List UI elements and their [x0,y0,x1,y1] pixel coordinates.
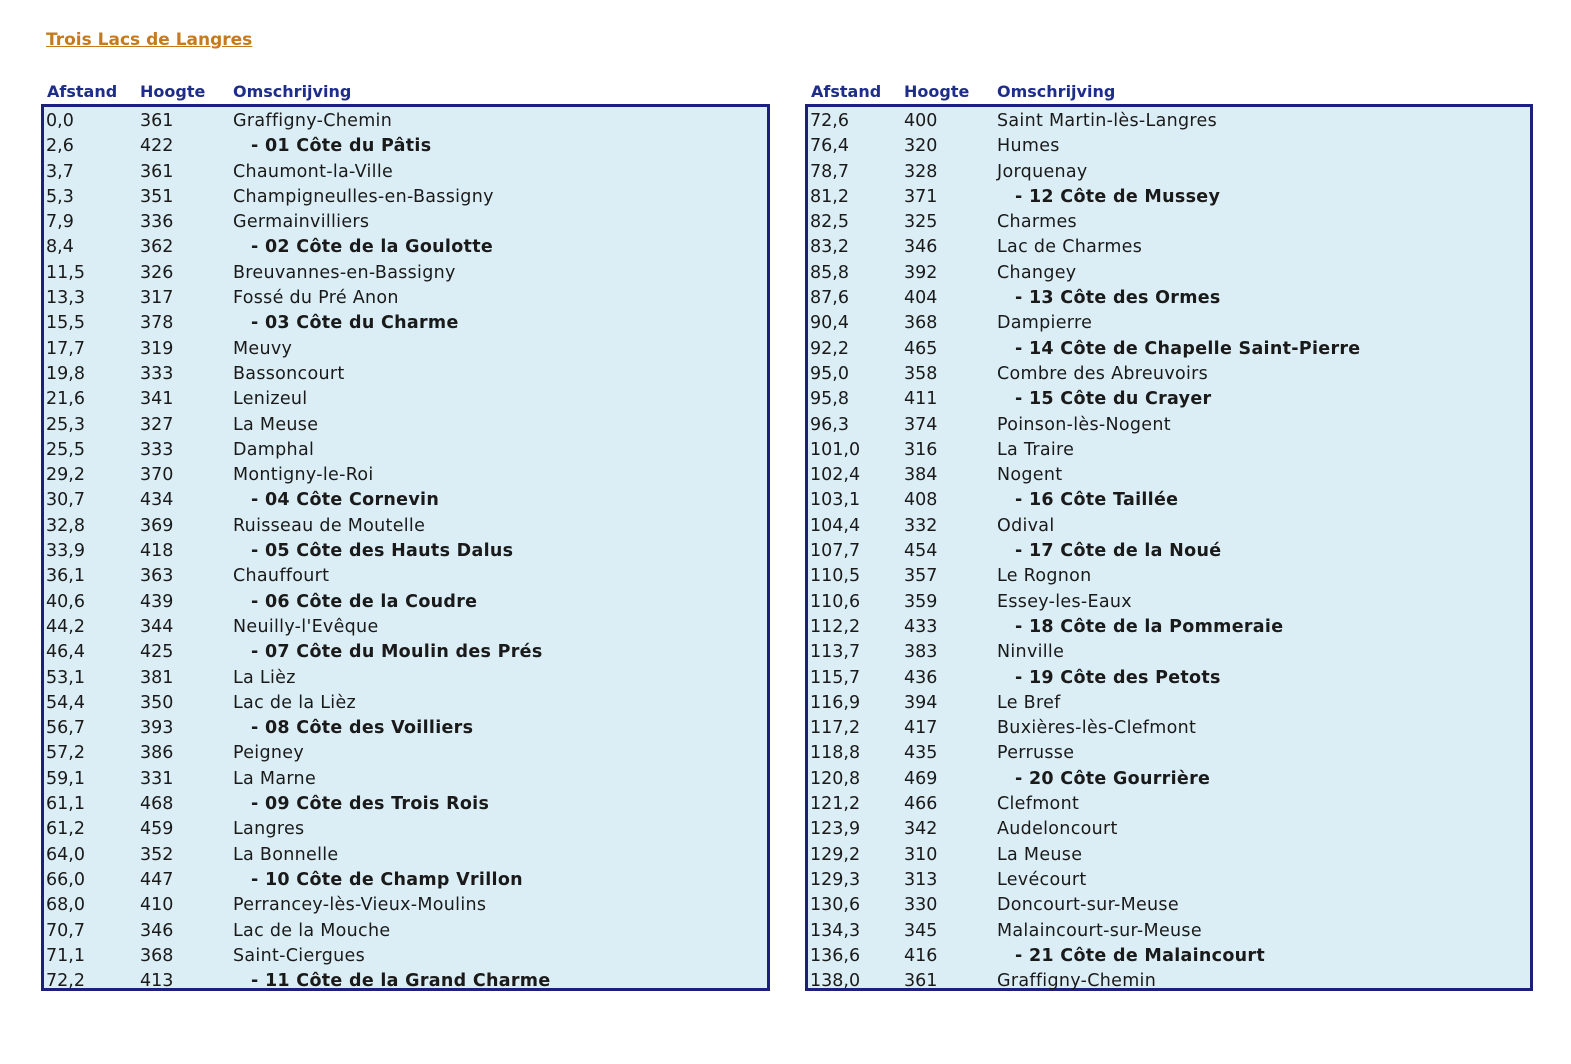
table-row [808,919,1530,944]
cell-afstand: 116,9 [810,692,861,713]
table-row [808,716,1530,741]
cell-hoogte: 328 [904,161,938,182]
cell-hoogte: 350 [140,692,174,713]
cell-omschrijving: Odival [997,515,1055,536]
cell-afstand: 118,8 [810,743,861,764]
cell-omschrijving: Peigney [233,743,304,764]
cell-omschrijving: Graffigny-Chemin [997,971,1157,992]
table-row [44,640,767,665]
table-row [808,590,1530,615]
cell-hoogte: 434 [140,490,174,511]
cell-afstand: 134,3 [810,920,861,941]
table-body [41,104,770,991]
cell-omschrijving: - 13 Côte des Ormes [1015,288,1221,309]
table-row [44,362,767,387]
page-title: Trois Lacs de Langres [46,30,253,50]
cell-hoogte: 342 [904,819,938,840]
table-row [808,185,1530,210]
cell-afstand: 68,0 [46,895,85,916]
cell-hoogte: 317 [140,288,174,309]
cell-afstand: 130,6 [810,895,861,916]
cell-hoogte: 469 [904,768,938,789]
cell-afstand: 76,4 [810,136,849,157]
cell-afstand: 0,0 [46,111,74,131]
cell-hoogte: 368 [904,313,938,334]
cell-omschrijving: Langres [233,819,305,840]
table-row [44,666,767,691]
cell-omschrijving: Lac de la Mouche [233,920,391,941]
cell-afstand: 123,9 [810,819,861,840]
cell-afstand: 90,4 [810,313,849,334]
cell-omschrijving: Doncourt-sur-Meuse [997,895,1179,916]
table-row [44,868,767,893]
header-omschrijving: Omschrijving [233,82,352,101]
cell-omschrijving: Ninville [997,642,1065,663]
table-row [44,969,767,994]
cell-hoogte: 333 [140,439,174,460]
cell-omschrijving: Clefmont [997,794,1080,815]
cell-omschrijving: Bassoncourt [233,363,345,384]
cell-omschrijving: - 08 Côte des Voilliers [251,718,474,739]
table-row [44,817,767,842]
cell-afstand: 72,2 [46,971,85,992]
cell-omschrijving: Chauffourt [233,566,330,587]
table-row [808,235,1530,260]
cell-afstand: 21,6 [46,389,85,410]
table-row [44,311,767,336]
cell-omschrijving: - 04 Côte Cornevin [251,490,440,511]
cell-omschrijving: - 17 Côte de la Noué [1015,541,1222,562]
table-row [44,944,767,969]
cell-afstand: 96,3 [810,414,849,435]
cell-afstand: 138,0 [810,971,861,992]
cell-afstand: 66,0 [46,869,85,890]
cell-omschrijving: Damphal [233,439,315,460]
cell-afstand: 7,9 [46,212,74,233]
cell-afstand: 13,3 [46,288,85,309]
cell-afstand: 78,7 [810,161,849,182]
table-row [808,210,1530,235]
cell-afstand: 71,1 [46,945,85,966]
cell-hoogte: 370 [140,465,174,486]
cell-afstand: 117,2 [810,718,861,739]
cell-omschrijving: - 11 Côte de la Grand Charme [251,971,551,992]
cell-omschrijving: Breuvannes-en-Bassigny [233,262,456,283]
table-row [808,539,1530,564]
cell-omschrijving: - 12 Côte de Mussey [1015,186,1221,207]
cell-afstand: 110,6 [810,591,861,612]
cell-omschrijving: Perrusse [997,743,1075,764]
cell-afstand: 53,1 [46,667,85,688]
cell-omschrijving: Levécourt [997,869,1087,890]
cell-hoogte: 313 [904,869,938,890]
table-row [44,210,767,235]
cell-omschrijving: - 18 Côte de la Pommeraie [1015,616,1284,637]
cell-afstand: 64,0 [46,844,85,865]
cell-hoogte: 341 [140,389,174,410]
table-row [44,185,767,210]
table-row [808,337,1530,362]
cell-afstand: 82,5 [810,212,849,233]
table-row [808,893,1530,918]
cell-omschrijving: - 09 Côte des Trois Rois [251,794,490,815]
cell-hoogte: 359 [904,591,938,612]
cell-omschrijving: Fossé du Pré Anon [233,288,399,309]
table-row [808,413,1530,438]
cell-afstand: 95,0 [810,363,849,384]
cell-afstand: 19,8 [46,363,85,384]
table-rows [808,109,1530,994]
cell-afstand: 40,6 [46,591,85,612]
cell-omschrijving: La Bonnelle [233,844,339,865]
cell-omschrijving: - 14 Côte de Chapelle Saint-Pierre [1015,338,1361,359]
cell-afstand: 25,5 [46,439,85,460]
cell-omschrijving: Le Rognon [997,566,1092,587]
table-row [44,463,767,488]
cell-omschrijving: - 05 Côte des Hauts Dalus [251,541,514,562]
cell-hoogte: 459 [140,819,174,840]
cell-hoogte: 358 [904,363,938,384]
cell-hoogte: 310 [904,844,938,865]
table-row [44,691,767,716]
table-row [808,843,1530,868]
cell-hoogte: 361 [904,971,938,992]
table-row [808,944,1530,969]
cell-afstand: 5,3 [46,186,74,207]
cell-afstand: 85,8 [810,262,849,283]
cell-omschrijving: - 20 Côte Gourrière [1015,768,1211,789]
cell-omschrijving: Neuilly-l'Evêque [233,616,379,637]
cell-afstand: 15,5 [46,313,85,334]
table-row [808,666,1530,691]
cell-omschrijving: - 06 Côte de la Coudre [251,591,478,612]
cell-hoogte: 386 [140,743,174,764]
cell-hoogte: 378 [140,313,174,334]
table-row [808,362,1530,387]
cell-afstand: 72,6 [810,111,849,131]
cell-omschrijving: Germainvilliers [233,212,370,233]
table-row [44,615,767,640]
cell-hoogte: 384 [904,465,938,486]
table-rows [44,109,767,994]
cell-omschrijving: Saint-Ciergues [233,945,365,966]
table-row [44,741,767,766]
cell-hoogte: 331 [140,768,174,789]
cell-afstand: 121,2 [810,794,861,815]
route-table-left [41,82,770,991]
cell-omschrijving: - 03 Côte du Charme [251,313,459,334]
table-row [808,286,1530,311]
cell-afstand: 103,1 [810,490,861,511]
table-row [44,337,767,362]
table-row [808,438,1530,463]
cell-hoogte: 404 [904,288,938,309]
table-row [44,843,767,868]
table-row [808,564,1530,589]
cell-hoogte: 425 [140,642,174,663]
header-omschrijving: Omschrijving [997,82,1116,101]
cell-afstand: 107,7 [810,541,861,562]
table-body [805,104,1533,991]
cell-afstand: 104,4 [810,515,861,536]
cell-omschrijving: La Lièz [233,667,296,688]
table-row [44,767,767,792]
table-row [44,134,767,159]
header-afstand: Afstand [811,82,882,101]
cell-omschrijving: - 21 Côte de Malaincourt [1015,945,1266,966]
cell-afstand: 57,2 [46,743,85,764]
cell-afstand: 101,0 [810,439,861,460]
cell-hoogte: 416 [904,945,938,966]
cell-afstand: 46,4 [46,642,85,663]
cell-omschrijving: Dampierre [997,313,1093,334]
cell-afstand: 102,4 [810,465,861,486]
cell-afstand: 113,7 [810,642,861,663]
table-row [808,691,1530,716]
cell-hoogte: 393 [140,718,174,739]
cell-omschrijving: Perrancey-lès-Vieux-Moulins [233,895,487,916]
table-row [44,387,767,412]
cell-hoogte: 454 [904,541,938,562]
table-row [44,792,767,817]
table-row [44,919,767,944]
cell-afstand: 3,7 [46,161,74,182]
cell-afstand: 36,1 [46,566,85,587]
cell-omschrijving: Montigny-le-Roi [233,465,374,486]
cell-hoogte: 394 [904,692,938,713]
cell-omschrijving: La Marne [233,768,317,789]
cell-omschrijving: Essey-les-Eaux [997,591,1132,612]
cell-omschrijving: Charmes [997,212,1077,233]
cell-afstand: 129,3 [810,869,861,890]
cell-omschrijving: - 16 Côte Taillée [1015,490,1179,511]
cell-omschrijving: - 02 Côte de la Goulotte [251,237,494,258]
cell-afstand: 112,2 [810,616,861,637]
cell-omschrijving: Malaincourt-sur-Meuse [997,920,1202,941]
table-row [808,134,1530,159]
cell-afstand: 29,2 [46,465,85,486]
table-row [808,615,1530,640]
table-row [808,160,1530,185]
cell-omschrijving: Meuvy [233,338,293,359]
cell-hoogte: 333 [140,363,174,384]
table-header [41,82,770,104]
header-afstand: Afstand [47,82,118,101]
cell-hoogte: 345 [904,920,938,941]
cell-omschrijving: - 07 Côte du Moulin des Prés [251,642,543,663]
table-row [44,109,767,134]
cell-omschrijving: - 19 Côte des Petots [1015,667,1221,688]
table-row [44,716,767,741]
route-table-right [805,82,1533,991]
cell-hoogte: 336 [140,212,174,233]
table-row [44,413,767,438]
table-row [808,261,1530,286]
cell-hoogte: 400 [904,111,938,131]
cell-omschrijving: Lenizeul [233,389,308,410]
cell-omschrijving: Poinson-lès-Nogent [997,414,1171,435]
cell-hoogte: 374 [904,414,938,435]
cell-afstand: 56,7 [46,718,85,739]
cell-hoogte: 408 [904,490,938,511]
cell-omschrijving: Le Bref [997,692,1061,713]
table-row [44,590,767,615]
table-row [44,564,767,589]
cell-afstand: 87,6 [810,288,849,309]
cell-hoogte: 468 [140,794,174,815]
header-hoogte: Hoogte [140,82,206,101]
cell-hoogte: 392 [904,262,938,283]
cell-omschrijving: La Meuse [997,844,1083,865]
cell-afstand: 115,7 [810,667,861,688]
cell-afstand: 81,2 [810,186,849,207]
table-row [44,893,767,918]
cell-hoogte: 344 [140,616,174,637]
cell-hoogte: 411 [904,389,938,410]
cell-hoogte: 371 [904,186,938,207]
cell-hoogte: 352 [140,844,174,865]
cell-hoogte: 368 [140,945,174,966]
cell-hoogte: 418 [140,541,174,562]
cell-hoogte: 326 [140,262,174,283]
cell-omschrijving: Saint Martin-lès-Langres [997,111,1217,131]
cell-hoogte: 362 [140,237,174,258]
cell-hoogte: 436 [904,667,938,688]
cell-afstand: 120,8 [810,768,861,789]
cell-hoogte: 435 [904,743,938,764]
cell-afstand: 33,9 [46,541,85,562]
table-row [808,311,1530,336]
cell-omschrijving: Lac de Charmes [997,237,1143,258]
table-row [808,514,1530,539]
cell-hoogte: 327 [140,414,174,435]
cell-afstand: 110,5 [810,566,861,587]
cell-afstand: 129,2 [810,844,861,865]
cell-afstand: 92,2 [810,338,849,359]
table-row [808,792,1530,817]
cell-hoogte: 316 [904,439,938,460]
cell-omschrijving: La Meuse [233,414,319,435]
table-row [808,109,1530,134]
cell-hoogte: 410 [140,895,174,916]
cell-afstand: 32,8 [46,515,85,536]
cell-hoogte: 439 [140,591,174,612]
cell-hoogte: 346 [904,237,938,258]
table-row [808,969,1530,994]
table-row [808,387,1530,412]
cell-afstand: 2,6 [46,136,74,157]
cell-hoogte: 330 [904,895,938,916]
table-row [44,235,767,260]
cell-hoogte: 369 [140,515,174,536]
table-row [808,640,1530,665]
cell-hoogte: 320 [904,136,938,157]
cell-omschrijving: La Traire [997,439,1075,460]
cell-afstand: 25,3 [46,414,85,435]
cell-hoogte: 433 [904,616,938,637]
table-row [44,488,767,513]
cell-omschrijving: Graffigny-Chemin [233,111,393,131]
cell-hoogte: 422 [140,136,174,157]
table-row [44,160,767,185]
cell-hoogte: 332 [904,515,938,536]
cell-hoogte: 381 [140,667,174,688]
cell-afstand: 11,5 [46,262,85,283]
cell-afstand: 83,2 [810,237,849,258]
table-header [805,82,1533,104]
cell-afstand: 30,7 [46,490,85,511]
cell-hoogte: 325 [904,212,938,233]
cell-hoogte: 413 [140,971,174,992]
cell-hoogte: 466 [904,794,938,815]
cell-omschrijving: Lac de la Lièz [233,692,357,713]
cell-afstand: 95,8 [810,389,849,410]
cell-hoogte: 465 [904,338,938,359]
table-row [808,817,1530,842]
table-row [808,868,1530,893]
table-row [808,741,1530,766]
cell-hoogte: 417 [904,718,938,739]
cell-afstand: 8,4 [46,237,74,258]
table-row [44,261,767,286]
table-row [808,767,1530,792]
cell-omschrijving: - 01 Côte du Pâtis [251,136,432,157]
table-row [808,488,1530,513]
cell-hoogte: 361 [140,111,174,131]
cell-omschrijving: - 15 Côte du Crayer [1015,389,1212,410]
cell-hoogte: 383 [904,642,938,663]
cell-omschrijving: Combre des Abreuvoirs [997,363,1209,384]
cell-omschrijving: Humes [997,136,1060,157]
cell-afstand: 17,7 [46,338,85,359]
cell-afstand: 61,2 [46,819,85,840]
cell-afstand: 61,1 [46,794,85,815]
cell-omschrijving: Nogent [997,465,1063,486]
cell-hoogte: 357 [904,566,938,587]
cell-omschrijving: - 10 Côte de Champ Vrillon [251,869,523,890]
table-row [808,463,1530,488]
cell-omschrijving: Champigneulles-en-Bassigny [233,186,494,207]
header-hoogte: Hoogte [904,82,970,101]
cell-omschrijving: Jorquenay [997,161,1088,182]
cell-omschrijving: Ruisseau de Moutelle [233,515,426,536]
cell-hoogte: 319 [140,338,174,359]
table-row [44,438,767,463]
cell-omschrijving: Changey [997,262,1077,283]
cell-hoogte: 363 [140,566,174,587]
cell-afstand: 54,4 [46,692,85,713]
cell-omschrijving: Chaumont-la-Ville [233,161,394,182]
cell-omschrijving: Audeloncourt [997,819,1118,840]
cell-hoogte: 447 [140,869,174,890]
cell-afstand: 70,7 [46,920,85,941]
cell-hoogte: 351 [140,186,174,207]
table-row [44,539,767,564]
cell-hoogte: 346 [140,920,174,941]
cell-hoogte: 361 [140,161,174,182]
cell-afstand: 44,2 [46,616,85,637]
cell-afstand: 136,6 [810,945,861,966]
table-row [44,286,767,311]
cell-afstand: 59,1 [46,768,85,789]
cell-omschrijving: Buxières-lès-Clefmont [997,718,1197,739]
table-row [44,514,767,539]
